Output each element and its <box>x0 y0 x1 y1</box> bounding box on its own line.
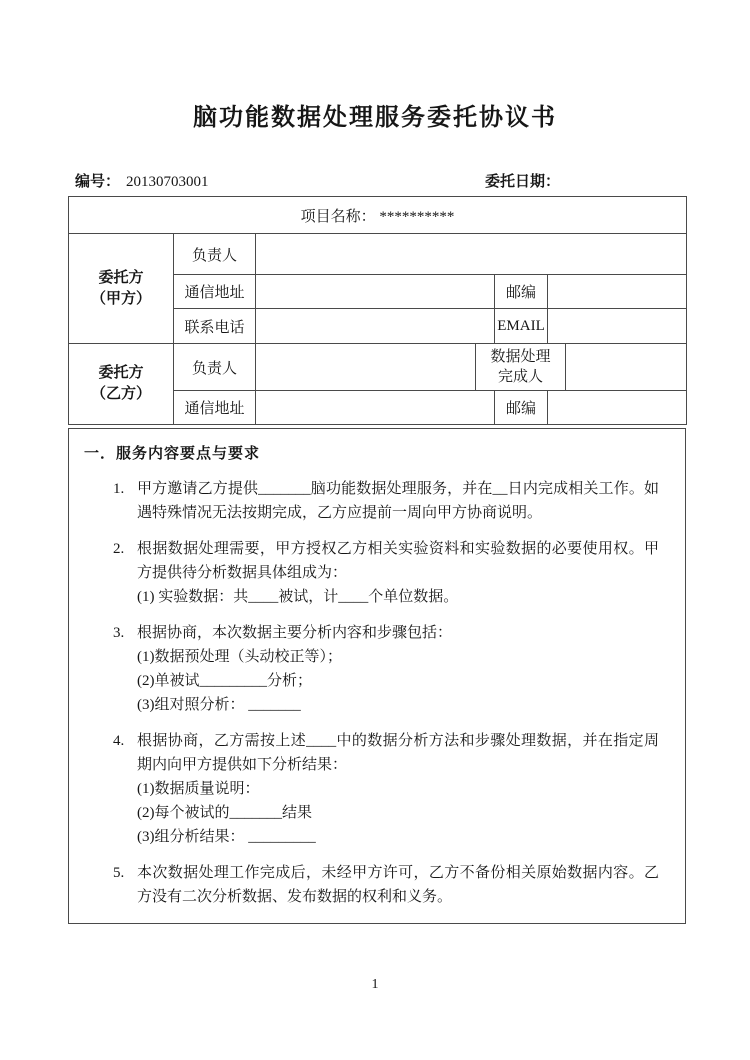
project-name-label: 项目名称： <box>300 208 376 225</box>
item-subline: (3)组分析结果： _________ <box>137 829 316 845</box>
service-term-item-5 <box>113 861 659 909</box>
data-processor-label-line2: 完成人 <box>497 369 543 385</box>
service-term-item-3 <box>113 621 659 717</box>
party-a-label-line1: 委托方 <box>98 269 144 286</box>
data-processor-label-line1: 数据处理 <box>490 349 551 365</box>
party-a-phone-value-cell[interactable] <box>256 309 495 344</box>
party-a-zip-value-cell[interactable] <box>548 275 687 309</box>
party-b-lead-value-cell[interactable] <box>256 344 476 391</box>
project-name-row <box>69 197 687 234</box>
document-title: 脑功能数据处理服务委托协议书 <box>193 105 557 131</box>
meta-row <box>75 170 686 190</box>
item-number: 5. <box>113 865 125 881</box>
party-b-lead-label: 负责人 <box>174 344 256 391</box>
party-a-lead-row <box>69 234 687 275</box>
service-term-item-2 <box>113 537 659 609</box>
party-a-email-value-cell[interactable] <box>548 309 687 344</box>
party-a-zip-label: 邮编 <box>495 275 548 309</box>
parties-info-table <box>68 196 687 425</box>
party-a-address-value-cell[interactable] <box>256 275 495 309</box>
service-terms-list <box>69 477 685 909</box>
party-b-zip-label: 邮编 <box>495 391 548 425</box>
party-b-address-value-cell[interactable] <box>256 391 495 425</box>
item-text: 本次数据处理工作完成后，未经甲方许可，乙方不备份相关原始数据内容。乙方没有二次分析数据、发布数据的权利和义务。 <box>137 865 659 905</box>
item-number: 3. <box>113 625 125 641</box>
item-subline: (1)数据质量说明： <box>137 781 260 797</box>
party-b-header-cell <box>69 344 174 425</box>
section-heading: 一．服务内容要点与要求 <box>84 446 261 462</box>
party-b-address-label: 通信地址 <box>174 391 256 425</box>
service-term-item-1 <box>113 477 659 525</box>
item-text: 甲方邀请乙方提供_______脑功能数据处理服务，并在__日内完成相关工作。如遇特殊情况无法按期完成，乙方应提前一周向甲方协商说明。 <box>137 481 659 521</box>
party-b-zip-value-cell[interactable] <box>548 391 687 425</box>
item-subline: (1)数据预处理（头动校正等）； <box>137 649 342 665</box>
project-name-value: ********** <box>379 208 455 225</box>
data-processor-value-cell[interactable] <box>566 344 687 391</box>
party-a-lead-value-cell[interactable] <box>256 234 687 275</box>
party-a-address-label: 通信地址 <box>174 275 256 309</box>
item-subline: (3)组对照分析： _______ <box>137 697 301 713</box>
party-a-header-cell <box>69 234 174 344</box>
party-a-lead-label: 负责人 <box>174 234 256 275</box>
service-term-item-4 <box>113 729 659 849</box>
party-b-lead-row <box>69 344 687 391</box>
party-b-label-line2: （乙方） <box>90 386 151 402</box>
party-a-email-label: EMAIL <box>495 309 548 344</box>
service-terms-box <box>68 428 686 924</box>
item-text: 根据协商，乙方需按上述____中的数据分析方法和步骤处理数据，并在指定周期内向甲方提供如下分析结果： <box>137 733 659 773</box>
item-number: 2. <box>113 541 125 557</box>
data-processor-label-cell <box>476 344 566 391</box>
item-number: 4. <box>113 733 125 749</box>
doc-number-label: 编号： <box>75 174 121 190</box>
doc-number-value: 20130703001 <box>126 174 209 190</box>
item-number: 1. <box>113 481 125 497</box>
item-text: 根据协商，本次数据主要分析内容和步骤包括： <box>137 625 453 641</box>
project-name-cell <box>69 197 687 234</box>
item-text: 根据数据处理需要，甲方授权乙方相关实验资料和实验数据的必要使用权。甲方提供待分析数据具体组成为： <box>137 541 659 581</box>
item-subline: (1) 实验数据：共____被试，计____个单位数据。 <box>137 589 459 605</box>
item-subline: (2)每个被试的_______结果 <box>137 805 312 821</box>
party-a-label-line2: （甲方） <box>90 290 151 307</box>
page-number: 1 <box>371 977 379 992</box>
item-subline: (2)单被试_________分析； <box>137 673 312 689</box>
commission-date-label: 委托日期： <box>485 174 561 190</box>
party-a-phone-label: 联系电话 <box>174 309 256 344</box>
party-b-label-line1: 委托方 <box>98 365 144 381</box>
